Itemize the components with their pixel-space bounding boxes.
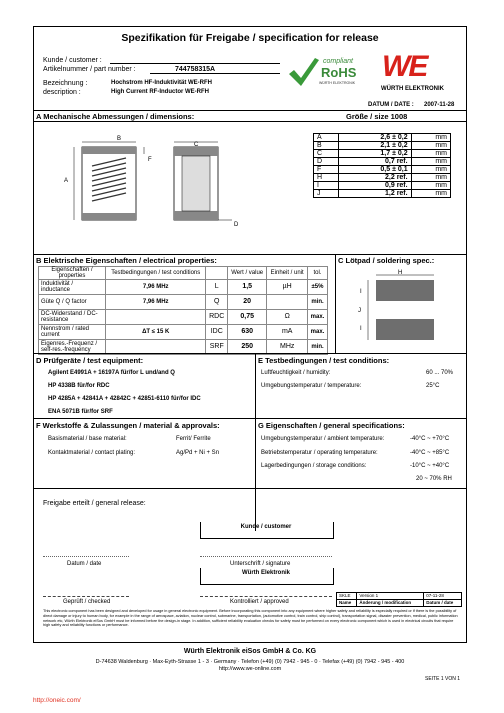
designation-label: Bezeichnung :: [43, 80, 88, 87]
company-address: D-74638 Waldenburg · Max-Eyth-Strasse 1 - 3 · Germany · Telefon (+49) (0) 7942 - 945 - 0 · Telefax (+49) (0) 7942 - 945 - 400: [95, 659, 405, 665]
dim-label-a: A: [64, 178, 69, 184]
contact-plating-label: Kontaktmaterial / contact plating:: [48, 450, 136, 456]
equipment-line-4: ENA 5071B für/for SRF: [48, 409, 113, 415]
pad-label-i1: I: [360, 289, 362, 295]
symbol-cell: RDC: [206, 310, 228, 325]
we-logo: [378, 50, 460, 96]
ambient-temp-label: Umgebungstemperatur / ambient temperature:: [261, 436, 385, 442]
dimension-row: [314, 134, 451, 142]
revision-cell: Version 1: [357, 593, 424, 600]
dim-value: 0,5 ± 0,1: [339, 166, 411, 174]
source-link[interactable]: http://oneic.com/: [33, 697, 81, 704]
date-label: DATUM / DATE :: [368, 102, 414, 108]
revision-cell: Datum / date: [424, 600, 462, 607]
property-cell: Induktivität / inductance: [39, 280, 106, 295]
dimension-row: [314, 190, 451, 198]
revision-cell: 07-11-28: [424, 593, 462, 600]
electrical-row: [39, 280, 328, 295]
symbol-cell: Q: [206, 295, 228, 310]
revision-table: [336, 592, 462, 607]
revision-row: [337, 593, 462, 600]
electrical-row: [39, 310, 328, 325]
symbol-cell: L: [206, 280, 228, 295]
revision-row: [337, 600, 462, 607]
electrical-table: [38, 266, 328, 355]
property-cell: Eigenres.-Frequenz / self-res.-frequency: [39, 340, 106, 355]
description-label: description :: [43, 89, 81, 96]
base-material-value: Ferrit/ Ferrite: [176, 436, 211, 442]
section-d-title: D Prüfgeräte / test equipment:: [36, 356, 144, 365]
electrical-header-cell: Wert / value: [227, 267, 266, 280]
brand-name: WÜRTH ELEKTRONIK: [381, 86, 444, 92]
dim-value: 0,7 ref.: [339, 158, 411, 166]
dimension-row: [314, 150, 451, 158]
symbol-cell: IDC: [206, 325, 228, 340]
dim-unit: mm: [411, 174, 450, 182]
dimension-row: [314, 142, 451, 150]
rohs-brand-text: WÜRTH ELEKTRONIK: [319, 81, 356, 85]
dim-unit: mm: [411, 134, 450, 142]
temperature-label: Umgebungstemperatur / temperature:: [261, 383, 362, 389]
electrical-row: [39, 295, 328, 310]
dim-unit: mm: [411, 182, 450, 190]
symbol-cell: SRF: [206, 340, 228, 355]
tolerance-cell: ±5%: [308, 280, 328, 295]
unit-cell: Ω: [267, 310, 308, 325]
tolerance-cell: min.: [308, 340, 328, 355]
section-e-title: E Testbedingungen / test conditions:: [258, 356, 390, 365]
section-f-title: F Werkstoffe & Zulassungen / material & approvals:: [36, 421, 220, 430]
section-g-title: G Eigenschaften / general specifications:: [258, 421, 405, 430]
humidity-value: 60 ... 70%: [426, 370, 454, 376]
electrical-header-cell: tol.: [308, 267, 328, 280]
storage-humidity-value: 20 ~ 70% RH: [416, 476, 452, 482]
rohs-logo: [287, 56, 365, 90]
section-a-title: A Mechanische Abmessungen / dimensions:: [36, 112, 195, 121]
designation-value: Hochstrom HF-Induktivität WE-RFH: [111, 80, 212, 86]
revision-cell: SKLE: [337, 593, 357, 600]
section-b-title: B Elektrische Eigenschaften / electrical properties:: [36, 256, 217, 265]
property-cell: Nennstrom / rated current: [39, 325, 106, 340]
rohs-compliant-text: compliant: [323, 58, 353, 65]
condition-cell: 7,96 MHz: [106, 295, 206, 310]
tolerance-cell: min.: [308, 295, 328, 310]
dim-value: 0,9 ref.: [339, 182, 411, 190]
dim-value: 2,1 ± 0,2: [339, 142, 411, 150]
electrical-header-cell: Testbedingungen / test conditions: [106, 267, 206, 280]
condition-cell: ΔT ≤ 15 K: [106, 325, 206, 340]
dim-label-c: C: [194, 142, 199, 148]
tolerance-cell: max.: [308, 325, 328, 340]
property-cell: DC-Widerstand / DC-resistance: [39, 310, 106, 325]
value-cell: 630: [227, 325, 266, 340]
storage-temp-value: -10°C ~ +40°C: [410, 463, 450, 469]
unit-cell: µH: [267, 280, 308, 295]
checked-label: Geprüft / checked: [63, 599, 111, 605]
company-name: Würth Elektronik eiSos GmbH & Co. KG: [183, 648, 317, 655]
page-title: Spezifikation für Freigabe / specification for release: [121, 32, 379, 44]
description-value: High Current RF-Inductor WE-RFH: [111, 89, 209, 95]
customer-label: Kunde / customer :: [43, 57, 102, 64]
value-cell: 1,5: [227, 280, 266, 295]
approved-label: Kontrolliert / approved: [230, 599, 289, 605]
we-box-label: Würth Elektronik: [241, 570, 290, 576]
dim-value: 1,7 ± 0,2: [339, 150, 411, 158]
dim-unit: mm: [411, 142, 450, 150]
equipment-line-2: HP 4338B für/for RDC: [48, 383, 110, 389]
article-underline: [150, 73, 280, 74]
size-label: Größe / size 1008: [346, 112, 408, 121]
dim-key: A: [314, 134, 339, 142]
signature-label: Unterschrift / signature: [230, 561, 291, 567]
electrical-header-cell: Eigenschaften / properties: [39, 267, 106, 280]
base-material-label: Basismaterial / base material:: [48, 436, 127, 442]
dim-key: C: [314, 150, 339, 158]
dimension-drawing: [60, 134, 260, 234]
dim-value: 1,2 ref.: [339, 190, 411, 198]
dim-label-d: D: [234, 222, 239, 228]
pad-label-j: J: [358, 308, 361, 314]
equipment-line-3: HP 4285A + 42841A + 42842C + 42851-6110 für/for IDC: [48, 396, 201, 402]
unit-cell: mA: [267, 325, 308, 340]
article-label: Artikelnummer / part number :: [43, 66, 136, 73]
customer-box-label: Kunde / customer: [240, 524, 292, 530]
release-label: Freigabe erteilt / general release:: [43, 500, 146, 507]
ambient-temp-value: -40°C ~ +70°C: [410, 436, 450, 442]
tolerance-cell: max.: [308, 310, 328, 325]
dim-key: D: [314, 158, 339, 166]
header-symbol-cell: [206, 267, 228, 280]
disclaimer-text: This electronic component has been designed and developed for usage in general electronic equipment. Before incorporating this component into any equipment where higher safety and reliability is especially required or if there is the possibility of direct damage or injury to human body, for example in the range of aerospace, aviation, nuclear control, submarine, transportation, (automotive control, train control, ship control), transportation signal, disaster prevention, medical, public information network etc, Würth Elektronik eiSos GmbH must be informed before the design-in stage. In addition, sufficient reliability evaluation checks for safety must be performed on every electronic component which is used in electrical circuits that require high safety and reliability functions or performance.: [43, 609, 458, 628]
rohs-text: RoHS: [321, 65, 357, 80]
revision-cell: Name: [337, 600, 357, 607]
electrical-row: [39, 325, 328, 340]
dim-unit: mm: [411, 150, 450, 158]
value-cell: 0,75: [227, 310, 266, 325]
condition-cell: [106, 310, 206, 325]
dimension-row: [314, 166, 451, 174]
electrical-header-row: [39, 267, 328, 280]
dim-label-b: B: [117, 136, 122, 142]
contact-plating-value: Ag/Pd + Ni + Sn: [176, 450, 220, 456]
electrical-header-cell: Einheit / unit: [267, 267, 308, 280]
company-website: http://www.we-online.com: [218, 666, 282, 672]
equipment-line-1: Agilent E4991A + 16197A für/for L und/and Q: [48, 370, 175, 376]
dim-label-f: F: [148, 157, 152, 163]
dimension-row: [314, 158, 451, 166]
dimension-row: [314, 182, 451, 190]
pad-label-h: H: [398, 270, 403, 276]
date-value: 2007-11-28: [424, 102, 455, 108]
unit-cell: [267, 295, 308, 310]
article-number: 744758315A: [175, 66, 216, 73]
date-sign-label: Datum / date: [67, 561, 102, 567]
dim-key: F: [314, 166, 339, 174]
dim-unit: mm: [411, 190, 450, 198]
dim-key: H: [314, 174, 339, 182]
dim-key: B: [314, 142, 339, 150]
page-number: SEITE 1 VON 1: [425, 676, 461, 682]
value-cell: 20: [227, 295, 266, 310]
customer-underline: [110, 63, 280, 64]
revision-cell: Änderung / modification: [357, 600, 424, 607]
section-c-title: C Lötpad / soldering spec.:: [338, 256, 435, 265]
unit-cell: MHz: [267, 340, 308, 355]
operating-temp-value: -40°C ~ +85°C: [410, 450, 450, 456]
dim-unit: mm: [411, 158, 450, 166]
property-cell: Güte Q / Q factor: [39, 295, 106, 310]
temperature-value: 25°C: [426, 383, 440, 389]
dim-unit: mm: [411, 166, 450, 174]
condition-cell: 7,96 MHz: [106, 280, 206, 295]
dimension-row: [314, 174, 451, 182]
dim-key: I: [314, 182, 339, 190]
operating-temp-label: Betriebstemperatur / operating temperature:: [261, 450, 378, 456]
value-cell: 250: [227, 340, 266, 355]
dimension-table: [313, 133, 451, 198]
pad-label-i2: I: [360, 326, 362, 332]
dim-value: 2,2 ref.: [339, 174, 411, 182]
dim-value: 2,6 ± 0,2: [339, 134, 411, 142]
dim-key: J: [314, 190, 339, 198]
we-logo-mark: WE: [382, 50, 427, 83]
humidity-label: Luftfeuchtigkeit / humidity:: [261, 370, 331, 376]
solder-pad-drawing: [350, 268, 460, 350]
storage-label: Lagerbedingungen / storage conditions:: [261, 463, 367, 469]
